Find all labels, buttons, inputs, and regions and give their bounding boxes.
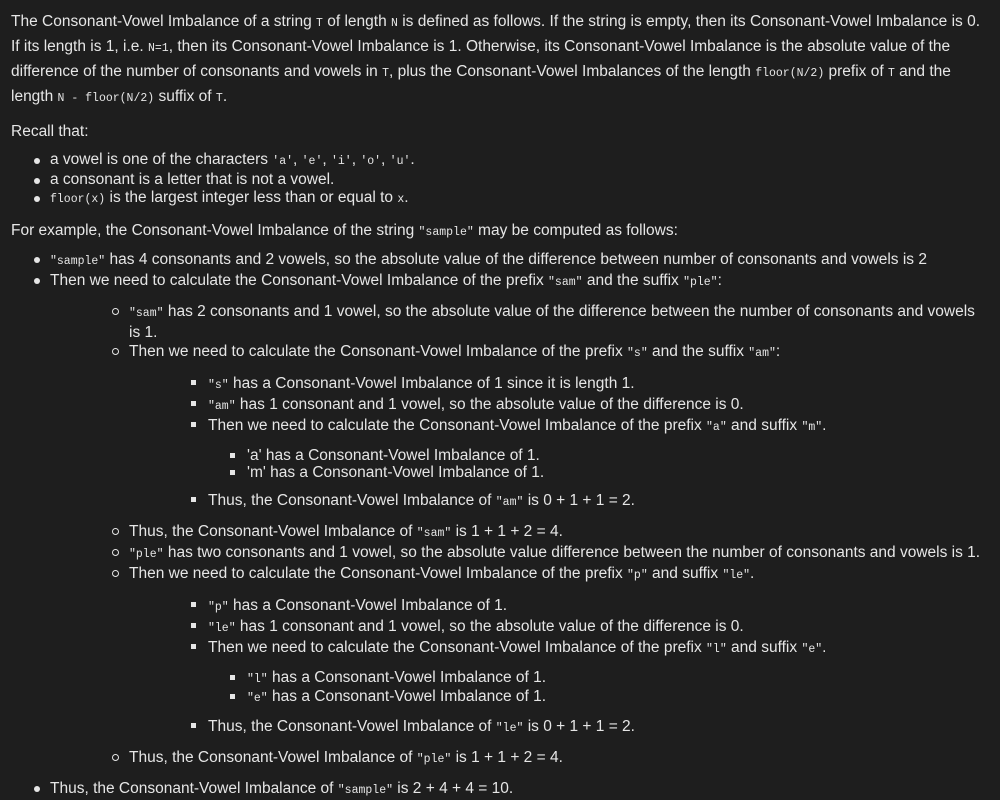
code: "ple" [416,753,452,766]
code: x [397,193,405,206]
list-item [229,669,986,688]
code: floor(x) [50,193,106,206]
list-item [169,596,986,617]
text: has 2 consonants and 1 vowel, so the absolute value of the difference between the number of consonants and vowels is 1. [129,303,975,341]
list-item [89,522,986,543]
list-item [169,491,986,512]
text: has a Consonant-Vowel Imbalance of 1 since it is length 1. [228,375,635,392]
text: is 0 + 1 + 1 = 2. [523,492,635,509]
list-item [89,543,986,564]
text: Thus, the Consonant-Vowel Imbalance of [129,749,417,766]
list-item [89,302,986,342]
recall-list [11,151,986,209]
code: "sam" [129,307,164,320]
text: For example, the Consonant-Vowel Imbalance of the string [11,222,419,239]
definition-paragraph [11,10,986,110]
code: "sample" [418,226,474,239]
list-item [11,189,986,209]
text: . [822,639,827,656]
text: and the suffix [647,343,749,360]
list-item [89,748,986,769]
code: "am" [495,496,524,509]
text: has 4 consonants and 2 vowels, so the absolute value of the difference between number of consonants and vowels is 2 [105,251,927,268]
code: "s" [627,347,648,360]
code: "sam" [416,527,452,540]
code: floor(N/2) [755,67,825,80]
example-heading [11,219,986,244]
text: Then we need to calculate the Consonant-Vowel Imbalance of the prefix [208,639,707,656]
list-item [169,717,986,738]
text: has 1 consonant and 1 vowel, so the absolute value of the difference is 0. [235,618,744,635]
text: , [381,151,390,168]
text: has a Consonant-Vowel Imbalance of 1. [267,688,547,705]
text: is 0 + 1 + 1 = 2. [523,718,635,735]
code: T [382,67,389,80]
example-list [11,250,986,800]
text: : [775,343,781,360]
code: "le" [495,722,524,735]
code: "am" [748,347,776,360]
text: . [822,417,827,434]
list-item [169,374,986,395]
list-item: 'a' has a Consonant-Vowel Imbalance of 1. [229,447,986,464]
list-item [11,271,986,769]
text: . [750,565,755,582]
code: "p" [208,601,229,614]
code: "le" [208,622,236,635]
list-item [169,395,986,416]
code: 'i' [330,155,352,168]
text: is 1 + 1 + 2 = 4. [451,523,563,540]
text: . [410,151,415,168]
text: , [293,151,302,168]
text: and the suffix [582,272,684,289]
code: T [887,67,895,80]
text: may be computed as follows: [473,222,678,239]
code: 'u' [389,155,411,168]
list-item [169,617,986,638]
list-item [169,416,986,481]
sublist [129,374,986,512]
text: has a Consonant-Vowel Imbalance of 1. [267,669,547,686]
code: N - floor(N/2) [57,92,155,105]
code: "le" [722,569,751,582]
list-item [11,171,986,189]
code: 'o' [360,155,382,168]
text: Thus, the Consonant-Vowel Imbalance of [129,523,417,540]
text: , then its Consonant-Vowel Imbalance is 1. Otherwise, its Consonant-Vowel Imbalance is the absolute value of the difference of the number of consonants and vowels in [11,38,951,80]
text: suffix of [154,88,216,105]
text: Thus, the Consonant-Vowel Imbalance of [50,780,338,797]
text: . [222,88,228,105]
recall-heading: Recall that: [11,123,89,140]
text: and suffix [647,565,723,582]
code: "m" [801,421,823,434]
list-item: 'm' has a Consonant-Vowel Imbalance of 1. [229,464,986,481]
list-item [89,564,986,738]
text: Then we need to calculate the Consonant-Vowel Imbalance of the prefix [129,343,628,360]
text: Thus, the Consonant-Vowel Imbalance of [208,492,496,509]
text: has 1 consonant and 1 vowel, so the absolute value of the difference is 0. [235,396,744,413]
text: is 2 + 4 + 4 = 10. [393,780,514,797]
code: "l" [247,673,268,686]
text: Then we need to calculate the Consonant-Vowel Imbalance of the prefix [129,565,628,582]
code: "ple" [683,276,718,289]
sublist [208,669,986,707]
list-item [11,151,986,171]
sublist [129,596,986,738]
text: Thus, the Consonant-Vowel Imbalance of [208,718,496,735]
text: Then we need to calculate the Consonant-Vowel Imbalance of the prefix [208,417,707,434]
text: of length [322,13,391,30]
code: "e" [247,692,268,705]
text: prefix of [824,63,888,80]
text: has a Consonant-Vowel Imbalance of 1. [228,597,508,614]
code: "sample" [337,784,393,797]
sublist [208,447,986,481]
text: is 1 + 1 + 2 = 4. [451,749,563,766]
text: , [322,151,331,168]
text: is the largest integer less than or equal to [105,189,398,206]
code: "sam" [548,276,583,289]
code: "l" [706,643,727,656]
text: : [717,272,722,289]
text: and suffix [726,639,802,656]
code: T [316,17,323,30]
text: a consonant is a letter that is not a vowel. [50,171,335,188]
text: , [351,151,361,168]
code: "p" [627,569,648,582]
text: is defined as follows. If the string is empty, then its Consonant-Vowel Imbalance is 0. If its length is 1, i.e. [11,13,981,55]
code: "s" [208,379,229,392]
code: "sample" [50,255,106,268]
code: "am" [208,400,236,413]
code: "a" [706,421,727,434]
list-item [89,342,986,512]
code: N [391,17,398,30]
code: N=1 [147,42,169,55]
text: and the length [11,63,951,105]
code: T [215,92,223,105]
code: "ple" [129,548,164,561]
text: a vowel is one of the characters [50,151,273,168]
list-item [11,250,986,271]
code: 'e' [301,155,323,168]
code: 'a' [272,155,294,168]
list-item [169,638,986,707]
text: and suffix [726,417,802,434]
code: "e" [801,643,823,656]
text: The Consonant-Vowel Imbalance of a string [11,13,317,30]
text: has two consonants and 1 vowel, so the absolute value difference between the number of consonants and vowels is 1. [163,544,981,561]
text: . [404,189,409,206]
list-item [229,688,986,707]
sublist [50,302,986,769]
text: Then we need to calculate the Consonant-Vowel Imbalance of the prefix [50,272,549,289]
list-item [11,779,986,800]
text: , plus the Consonant-Vowel Imbalances of the length [389,63,756,80]
